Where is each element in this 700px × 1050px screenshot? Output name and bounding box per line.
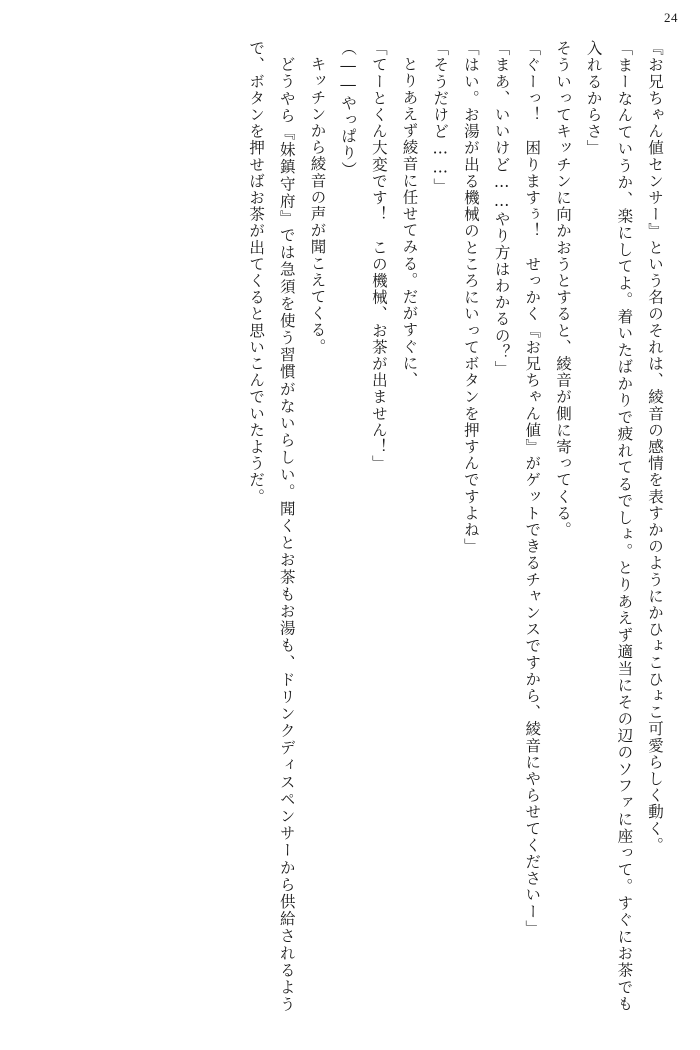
paragraph: 「てーとくん大変です！ この機械、お茶が出ません！」	[369, 40, 388, 472]
page-number: 24	[664, 10, 678, 25]
novel-body-text	[30, 40, 670, 1012]
paragraph: 「まあ、いいけど……やり方はわかるの？」	[492, 40, 511, 377]
paragraph: 『お兄ちゃん値センサー』という名のそれは、綾音の感情を表すかのようにかひょこひょこ可愛らしく動く。	[646, 40, 664, 854]
paragraph: そういってキッチンに向かおうとすると、綾音が側に寄ってくる。	[553, 40, 572, 538]
paragraph: とりあえず綾音に任せてみる。だがすぐに、	[400, 55, 419, 388]
paragraph: キッチンから綾音の声が聞こえてくる。	[308, 55, 327, 355]
paragraph: 「まーなんていうか、楽にしてよ。着いたばかりで疲れてるでしょ。とりあえず適当にその辺のソファに座って。すぐにお茶でも入れるからさ」	[584, 40, 634, 1012]
paragraph: 「そうだけど……」	[431, 40, 450, 195]
paragraph: どうやら『妹鎮守府』では急須を使う習慣がないらしい。聞くとお茶もお湯も、ドリンクディスペンサーから供給されるようで、ボタンを押せばお茶が出てくると思いこんでいたようだ。	[247, 40, 296, 1012]
paragraph: 「ぐーっ！ 困りますぅ！ せっかく『お兄ちゃん値』がゲットできるチャンスですから、綾音にやらせてくださいー」	[523, 40, 542, 937]
paragraph: （――やっぱり）	[339, 40, 358, 178]
paragraph: 「はい。お湯が出る機械のところにいってボタンを押すんですよね」	[461, 40, 480, 555]
